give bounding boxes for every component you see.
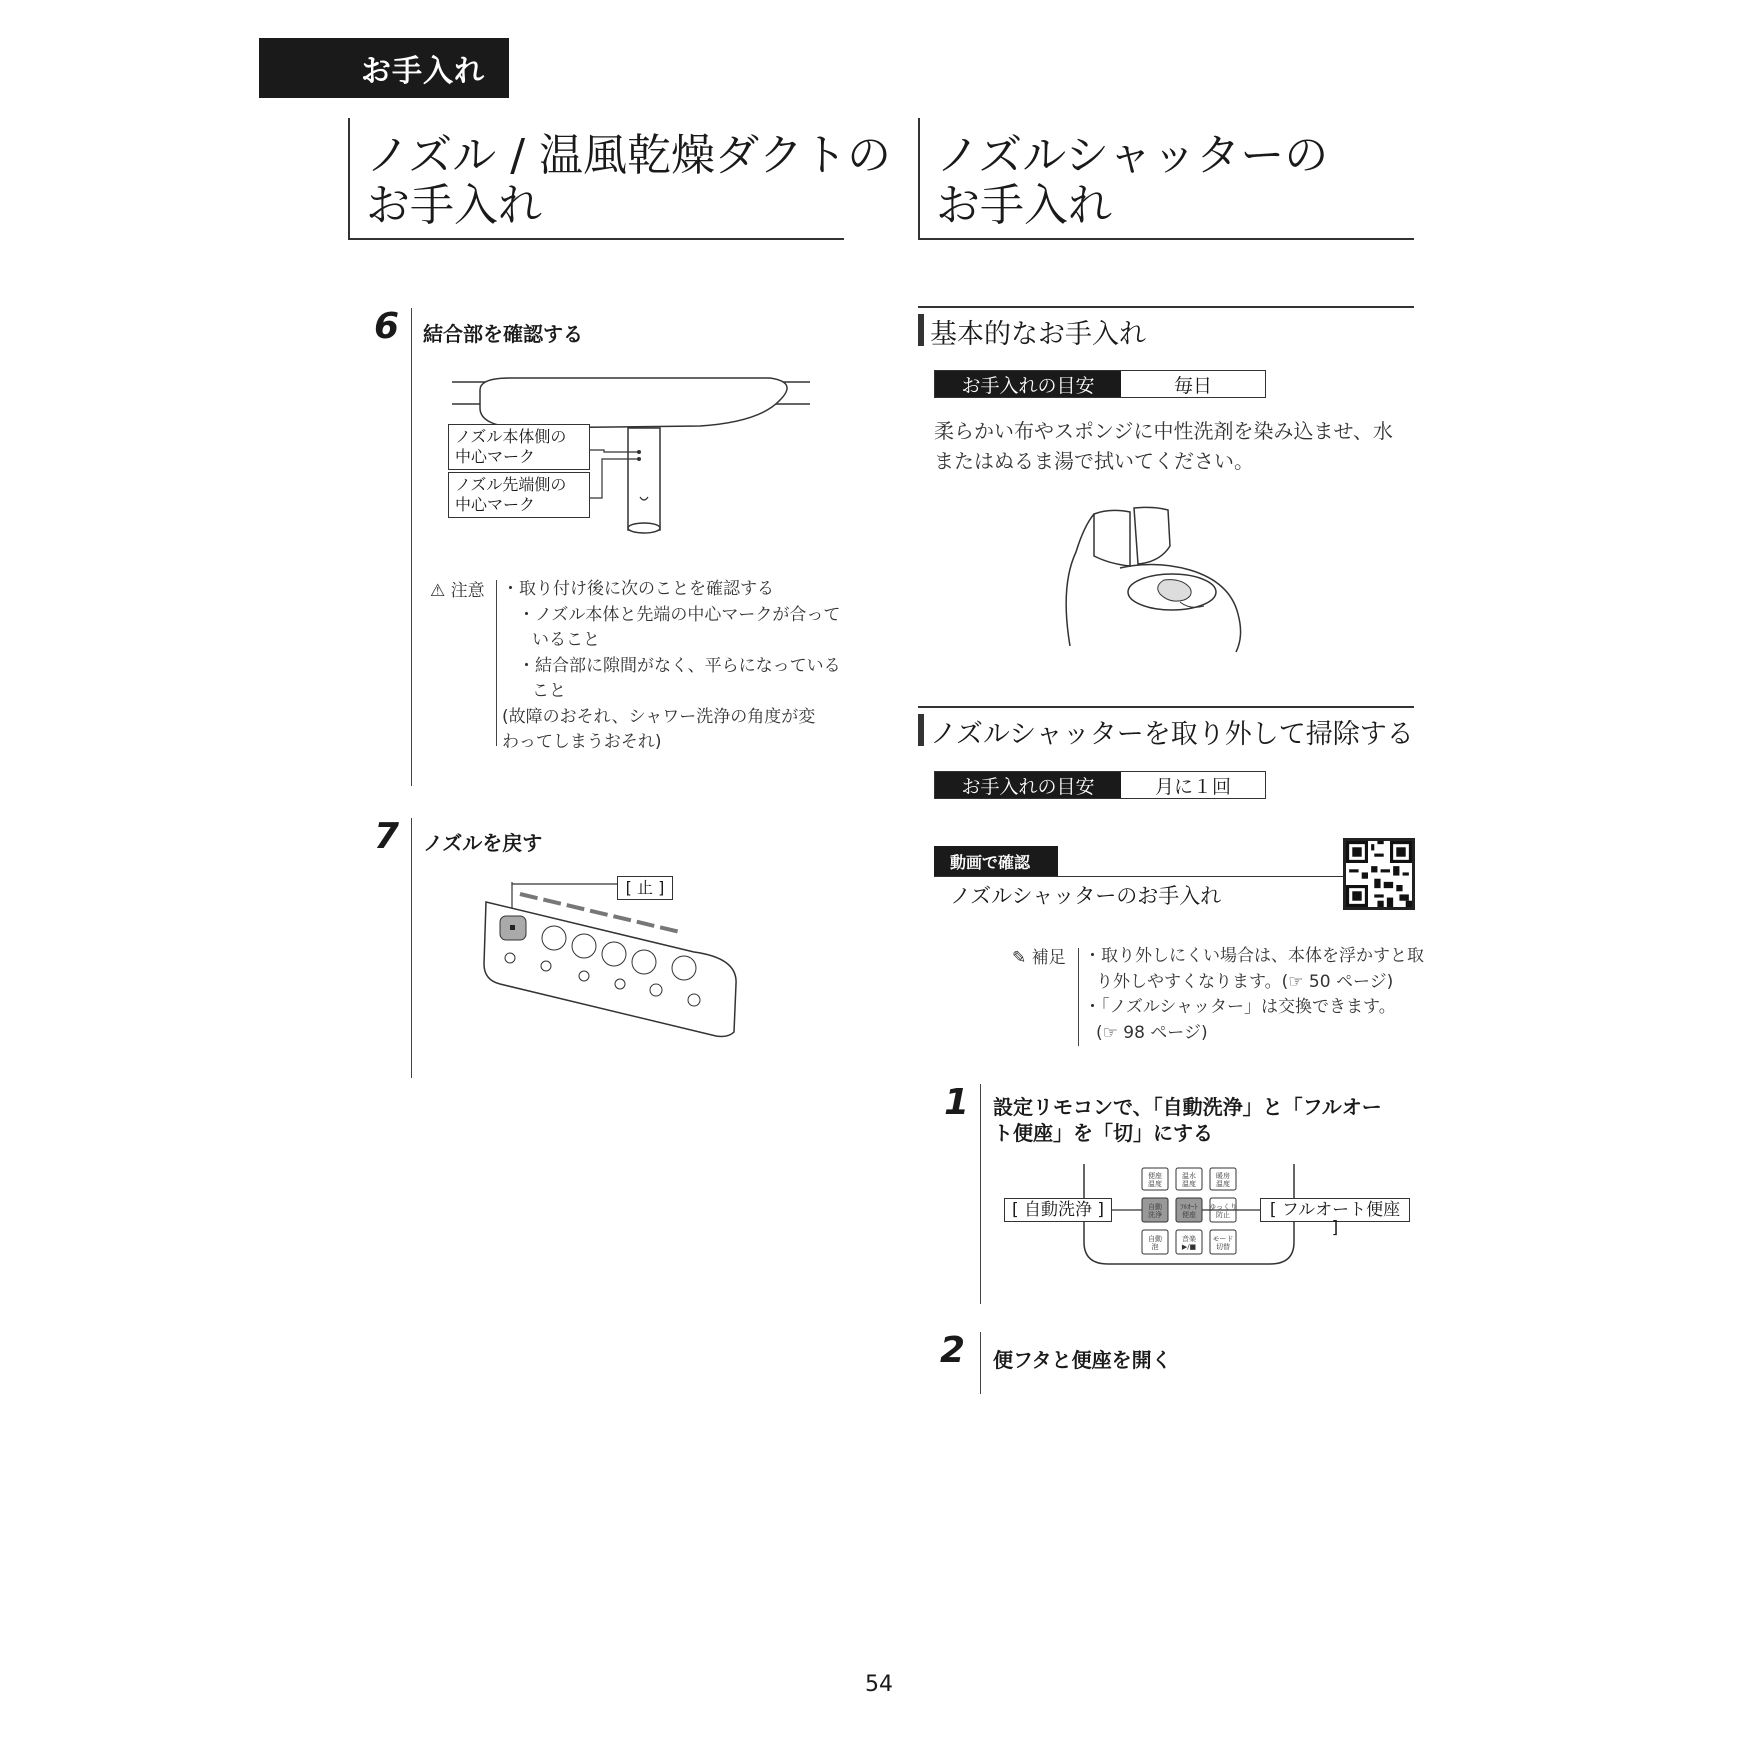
left-title-box [348, 118, 892, 240]
step1-title [993, 1094, 1382, 1146]
step1-title-line: 設定リモコンで、「自動洗浄」と「フルオー [993, 1095, 1382, 1119]
guide-value: 毎日 [1173, 374, 1212, 397]
step2-number: 2 [940, 1330, 966, 1371]
svg-text:自動: 自動 [1148, 1203, 1162, 1211]
caution-label: 注意 [450, 581, 485, 601]
right-title-box [918, 118, 1414, 240]
qr-pattern [1346, 841, 1412, 907]
pencil-icon: ✎ [1012, 948, 1027, 968]
basic-care-heading: 基本的なお手入れ [930, 319, 1146, 350]
video-title[interactable]: ノズルシャッターのお手入れ [950, 884, 1222, 908]
right-title-line2: お手入れ [936, 180, 1112, 231]
label-nozzle-tip-line1: ノズル先端側の [455, 475, 567, 494]
svg-text:ﾌﾙｵｰﾄ: ﾌﾙｵｰﾄ [1180, 1203, 1198, 1211]
caution-line: わってしまうおそれ) [502, 732, 662, 752]
step7-title: ノズルを戻す [423, 831, 543, 855]
heading-bar [918, 714, 924, 746]
label-nozzle-body-mark [448, 424, 590, 470]
caution-line: ・結合部に隙間がなく、平らになっている [518, 655, 841, 676]
step1-title-line: ト便座」を「切」にする [993, 1121, 1213, 1145]
svg-text:便座: 便座 [1148, 1172, 1162, 1180]
section-tab: お手入れ [259, 38, 509, 98]
svg-text:暖房: 暖房 [1216, 1172, 1230, 1180]
remove-clean-guide [934, 771, 1266, 799]
caution-line: いること [532, 630, 600, 650]
caution-heading [430, 579, 485, 605]
caution-line: ・取り付け後に次のことを確認する [502, 579, 774, 599]
svg-text:ゆっくり: ゆっくり [1209, 1203, 1237, 1211]
guide-key: お手入れの目安 [935, 772, 1121, 798]
step2-title: 便フタと便座を開く [993, 1348, 1172, 1372]
label-nozzle-body-line1: ノズル本体側の [455, 427, 567, 446]
video-tag: 動画で確認 [934, 846, 1058, 876]
video-rule [934, 876, 1346, 877]
caution-line: ・ノズル本体と先端の中心マークが合って [518, 604, 841, 625]
supplement-heading [1012, 946, 1066, 972]
caution-rule [496, 580, 497, 746]
remove-clean-heading: ノズルシャッターを取り外して掃除する [930, 719, 1414, 750]
heading-bar [918, 314, 924, 346]
svg-text:温度: 温度 [1182, 1180, 1196, 1188]
guide-value: 月に１回 [1154, 775, 1231, 798]
stop-button-label: [ 止 ] [617, 876, 673, 900]
supplement-line: ・取り外しにくい場合は、本体を浮かすと取 [1084, 946, 1424, 966]
page-number: 54 [865, 1672, 893, 1697]
remove-clean-heading-block [918, 706, 1414, 750]
svg-text:モード: モード [1212, 1235, 1234, 1243]
step1-number: 1 [944, 1082, 970, 1123]
supplement-label: 補足 [1031, 948, 1066, 968]
caution-line: こと [532, 681, 566, 701]
caution-text [502, 577, 841, 756]
step7-rule [411, 818, 412, 1078]
svg-text:音楽: 音楽 [1182, 1235, 1196, 1243]
auto-flush-label: [ 自動洗浄 ] [1004, 1198, 1112, 1222]
step7-number: 7 [374, 816, 400, 857]
svg-text:洗浄: 洗浄 [1148, 1211, 1162, 1219]
svg-text:便座: 便座 [1182, 1211, 1196, 1219]
caution-line: (故障のおそれ、シャワー洗浄の角度が変 [502, 706, 816, 727]
right-title-line1: ノズルシャッターの [936, 130, 1329, 181]
label-nozzle-tip-mark [448, 472, 590, 518]
supplement-line: り外しやすくなります。(☞ 50 ページ) [1096, 971, 1394, 992]
supplement-line: (☞ 98 ページ) [1096, 1022, 1208, 1043]
supplement-text [1084, 944, 1424, 1046]
step6-number: 6 [374, 306, 400, 347]
basic-care-guide [934, 370, 1266, 398]
guide-key: お手入れの目安 [935, 371, 1121, 397]
svg-text:切替: 切替 [1216, 1243, 1230, 1251]
svg-text:温度: 温度 [1216, 1180, 1230, 1188]
svg-text:温水: 温水 [1182, 1172, 1196, 1180]
supplement-line: ・「ノズルシャッター」は交換できます。 [1084, 997, 1396, 1017]
svg-text:泡: 泡 [1151, 1243, 1159, 1251]
step6-title: 結合部を確認する [423, 322, 583, 346]
svg-text:防止: 防止 [1216, 1211, 1230, 1219]
step6-rule [411, 308, 412, 786]
label-nozzle-tip-line2: 中心マーク [455, 495, 536, 514]
step1-rule [980, 1084, 981, 1304]
basic-care-text [934, 416, 1393, 476]
step2-rule [980, 1332, 981, 1394]
toilet-wiping-illustration [1060, 506, 1250, 654]
svg-text:温度: 温度 [1148, 1180, 1162, 1188]
svg-text:自動: 自動 [1148, 1235, 1162, 1243]
warning-icon: ⚠ [430, 581, 446, 601]
basic-care-heading-block [918, 306, 1414, 350]
label-nozzle-body-line2: 中心マーク [455, 447, 536, 466]
supplement-rule [1078, 948, 1079, 1046]
svg-text:▶/■: ▶/■ [1181, 1243, 1197, 1251]
full-auto-seat-label: [ フルオート便座 ] [1260, 1198, 1410, 1222]
basic-care-text-line: またはぬるま湯で拭いてください。 [934, 449, 1254, 473]
qr-code[interactable] [1343, 838, 1415, 910]
wall-remote-control-diagram [480, 880, 740, 1040]
left-title-line1: ノズル / 温風乾燥ダクトの [366, 130, 892, 181]
basic-care-text-line: 柔らかい布やスポンジに中性洗剤を染み込ませ、水 [934, 419, 1393, 443]
left-title-line2: お手入れ [366, 180, 542, 231]
